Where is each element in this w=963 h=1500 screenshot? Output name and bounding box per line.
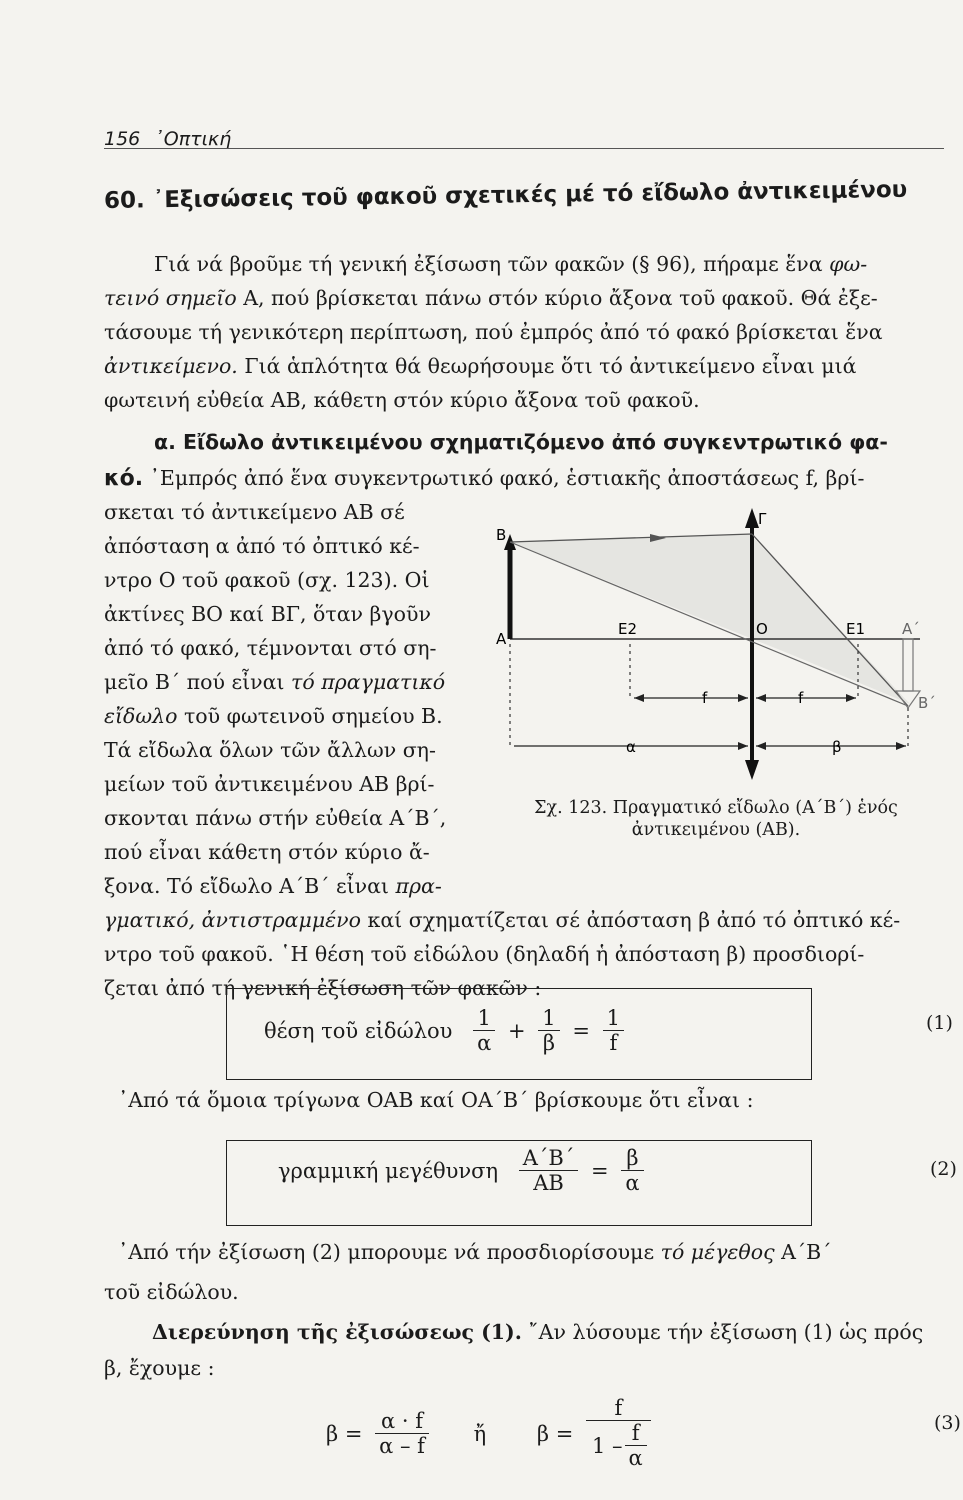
chapter-title: ᾽Οπτική bbox=[154, 128, 232, 150]
fraction-1-f bbox=[603, 1006, 624, 1056]
label-b-image: Β΄ bbox=[918, 694, 936, 712]
denominator: f bbox=[609, 1031, 618, 1056]
column-line-11: πού εἶναι κάθετη στόν κύριο ἄ- bbox=[104, 840, 430, 864]
lens-diagram bbox=[490, 494, 940, 794]
column-line-10: σκονται πάνω στήν εὐθεία Α΄Β΄, bbox=[104, 806, 447, 830]
equals-sign: = bbox=[572, 1019, 590, 1044]
fraction-1-alpha bbox=[473, 1006, 495, 1056]
equation-1 bbox=[258, 1006, 624, 1056]
one-minus: 1 – bbox=[592, 1433, 623, 1458]
page-number: 156 bbox=[104, 128, 141, 150]
ray-beam-shade bbox=[510, 534, 910, 704]
label-a-image: Α΄ bbox=[902, 620, 920, 638]
dim-f-left-arrow-l bbox=[634, 694, 644, 702]
inner-fraction bbox=[625, 1421, 647, 1471]
italic-term: γματικό, ἀντιστραμμένο bbox=[104, 908, 361, 932]
inner-numerator: f bbox=[625, 1421, 647, 1446]
column-line-3: ντρο Ο τοῦ φακοῦ (σχ. 123). Οἱ bbox=[104, 568, 430, 592]
equation-3 bbox=[320, 1396, 651, 1471]
column-line-6 bbox=[104, 672, 445, 693]
text: Α΄Β΄ bbox=[781, 1240, 832, 1264]
eq3-lhs-2: β = bbox=[536, 1421, 574, 1446]
denominator: ΑΒ bbox=[533, 1171, 564, 1196]
label-beta: β bbox=[832, 738, 842, 756]
italic-term: ἀντικείμενο. bbox=[104, 354, 238, 378]
equation-1-number: (1) bbox=[926, 1012, 953, 1034]
dim-f-right-arrow-l bbox=[756, 694, 766, 702]
denominator bbox=[586, 1421, 651, 1471]
text: Α, πού βρίσκεται πάνω στόν κύριο ἄξονα τοῦ φακοῦ. Θά ἐξε- bbox=[243, 286, 878, 310]
column-line-1: σκεται τό ἀντικείμενο ΑΒ σέ bbox=[104, 500, 405, 524]
dim-f-right-arrow-r bbox=[846, 694, 856, 702]
label-g: Γ bbox=[758, 510, 767, 528]
text: Γιά νά βροῦμε τή γενική ἐξίσωση τῶν φακῶν (§ 96), πήραμε ἕνα bbox=[154, 252, 823, 276]
equation-2 bbox=[272, 1146, 644, 1196]
numerator: 1 bbox=[603, 1006, 624, 1031]
text: μεῖο Β΄ πού εἶναι bbox=[104, 670, 285, 694]
italic-term: φω- bbox=[829, 252, 868, 276]
numerator: 1 bbox=[538, 1006, 559, 1031]
similar-triangles-line: ᾽Από τά ὅμοια τρίγωνα ΟΑΒ καί ΟΑ΄Β΄ βρίσκουμε ὅτι εἶναι : bbox=[118, 1088, 754, 1112]
text: τοῦ φωτεινοῦ σημείου Β. bbox=[183, 704, 443, 728]
page-header bbox=[104, 128, 231, 150]
caption-line-2: ἀντικειμένου (ΑΒ). bbox=[631, 819, 801, 840]
subsection-title: α. Εἴδωλο ἀντικειμένου σχηματιζόμενο ἀπό συγκεντρωτικό φα- bbox=[154, 430, 888, 454]
label-e1: Ε1 bbox=[846, 620, 866, 638]
denominator: α bbox=[625, 1171, 640, 1196]
numerator: α · f bbox=[375, 1409, 429, 1434]
full-line-15: ζεται ἀπό τή γενική ἐξίσωση τῶν φακῶν : bbox=[104, 976, 542, 1000]
equation-2-label: γραμμική μεγέθυνση bbox=[278, 1159, 499, 1184]
fraction-1-beta bbox=[538, 1006, 559, 1056]
discussion-line-1 bbox=[152, 1322, 923, 1343]
caption-line-1: Σχ. 123. Πραγματικό εἴδωλο (Α΄Β΄) ἑνός bbox=[534, 798, 898, 818]
equation-2-number: (2) bbox=[930, 1158, 957, 1180]
subsection-title-end: κό. bbox=[104, 466, 144, 491]
label-o: O bbox=[756, 620, 768, 638]
label-f-right: f bbox=[798, 689, 804, 707]
plus-sign: + bbox=[507, 1019, 526, 1044]
italic-term: τό πραγματικό bbox=[291, 670, 446, 694]
lens-bottom-arrow bbox=[745, 760, 759, 780]
full-line-13 bbox=[104, 910, 900, 931]
text: Γιά ἁπλότητα θά θεωρήσουμε ὅτι τό ἀντικείμενο εἶναι μιά bbox=[244, 354, 857, 378]
size-line-2: τοῦ εἰδώλου. bbox=[104, 1280, 239, 1304]
denominator: β bbox=[542, 1031, 556, 1056]
label-e2: Ε2 bbox=[618, 620, 638, 638]
numerator: f bbox=[586, 1396, 651, 1421]
italic-term: τό μέγεθος bbox=[660, 1240, 775, 1264]
column-line-4: ἀκτίνες ΒΟ καί ΒΓ, ὅταν βγοῦν bbox=[104, 602, 431, 626]
text: ῎Αν λύσουμε τήν ἐξίσωση (1) ὡς πρός bbox=[528, 1320, 924, 1344]
section-title: 60. ᾽Εξισώσεις τοῦ φακοῦ σχετικές μέ τό εἴδωλο ἀντικειμένου bbox=[103, 176, 908, 214]
column-line-8: Τά εἴδωλα ὅλων τῶν ἄλλων ση- bbox=[104, 738, 436, 762]
column-line-7 bbox=[104, 706, 443, 727]
discussion-heading: Διερεύνηση τῆς ἐξισώσεως (1). bbox=[152, 1320, 522, 1344]
italic-term: πρα- bbox=[395, 874, 442, 898]
full-line-14: ντρο τοῦ φακοῦ. ῾Η θέση τοῦ εἰδώλου (δηλαδή ἡ ἀπόσταση β) προσδιορί- bbox=[104, 942, 865, 966]
fraction-3-b bbox=[586, 1396, 651, 1471]
dim-alpha-arrow bbox=[738, 742, 748, 750]
label-a: Α bbox=[496, 630, 507, 648]
subsection-line-2 bbox=[104, 468, 864, 490]
denominator: α – f bbox=[379, 1433, 425, 1458]
intro-line-1 bbox=[154, 254, 867, 275]
or-word: ἤ bbox=[473, 1421, 487, 1446]
image-arrow-shaft bbox=[903, 639, 913, 691]
equation-1-label: θέση τοῦ εἰδώλου bbox=[264, 1019, 453, 1044]
intro-line-3: τάσουμε τή γενικότερη περίπτωση, πού ἐμπρός ἀπό τό φακό βρίσκεται ἕνα bbox=[104, 320, 883, 344]
column-line-2: ἀπόσταση α ἀπό τό ὀπτικό κέ- bbox=[104, 534, 420, 558]
fraction-2-image-object bbox=[519, 1146, 579, 1196]
dim-f-left-arrow-r bbox=[738, 694, 748, 702]
fraction-3-a bbox=[375, 1409, 429, 1459]
numerator: Α΄Β΄ bbox=[519, 1146, 579, 1171]
dim-beta-arrow-l bbox=[756, 742, 766, 750]
text: ᾽Από τήν ἐξίσωση (2) μπορουμε νά προσδιορίσουμε bbox=[118, 1240, 655, 1264]
discussion-line-2: β, ἔχουμε : bbox=[104, 1356, 215, 1380]
fraction-2-beta-alpha bbox=[621, 1146, 643, 1196]
numerator: β bbox=[621, 1146, 643, 1171]
dim-beta-arrow-r bbox=[896, 742, 906, 750]
equals-sign: = bbox=[591, 1159, 609, 1184]
text: ᾽Εμπρός ἀπό ἕνα συγκεντρωτικό φακό, ἑστιακῆς ἀποστάσεως f, βρί- bbox=[149, 466, 865, 490]
header-rule bbox=[104, 148, 944, 149]
label-b: Β bbox=[496, 526, 507, 544]
intro-line-2 bbox=[104, 288, 878, 309]
size-line-1 bbox=[118, 1242, 831, 1263]
column-line-12 bbox=[104, 876, 442, 897]
text: ξονα. Τό εἴδωλο Α΄Β΄ εἶναι bbox=[104, 874, 389, 898]
numerator: 1 bbox=[473, 1006, 495, 1031]
inner-denominator: α bbox=[628, 1446, 643, 1471]
column-line-9: μείων τοῦ ἀντικειμένου ΑΒ βρί- bbox=[104, 772, 435, 796]
intro-line-5: φωτεινή εὐθεία ΑΒ, κάθετη στόν κύριο ἄξονα τοῦ φακοῦ. bbox=[104, 388, 700, 412]
text: καί σχηματίζεται σέ ἀπόσταση β ἀπό τό ὀπτικό κέ- bbox=[367, 908, 901, 932]
column-line-5: ἀπό τό φακό, τέμνονται στό ση- bbox=[104, 636, 437, 660]
eq3-lhs-1: β = bbox=[326, 1421, 363, 1446]
intro-line-4 bbox=[104, 356, 857, 377]
equation-3-number: (3) bbox=[934, 1412, 961, 1434]
label-f-left: f bbox=[702, 689, 708, 707]
italic-term: εἴδωλο bbox=[104, 704, 178, 728]
denominator: α bbox=[477, 1031, 492, 1056]
lens-top-arrow bbox=[745, 508, 759, 528]
italic-term: τεινό σημεῖο bbox=[104, 286, 237, 310]
label-alpha: α bbox=[626, 738, 636, 756]
figure-caption bbox=[496, 798, 936, 842]
